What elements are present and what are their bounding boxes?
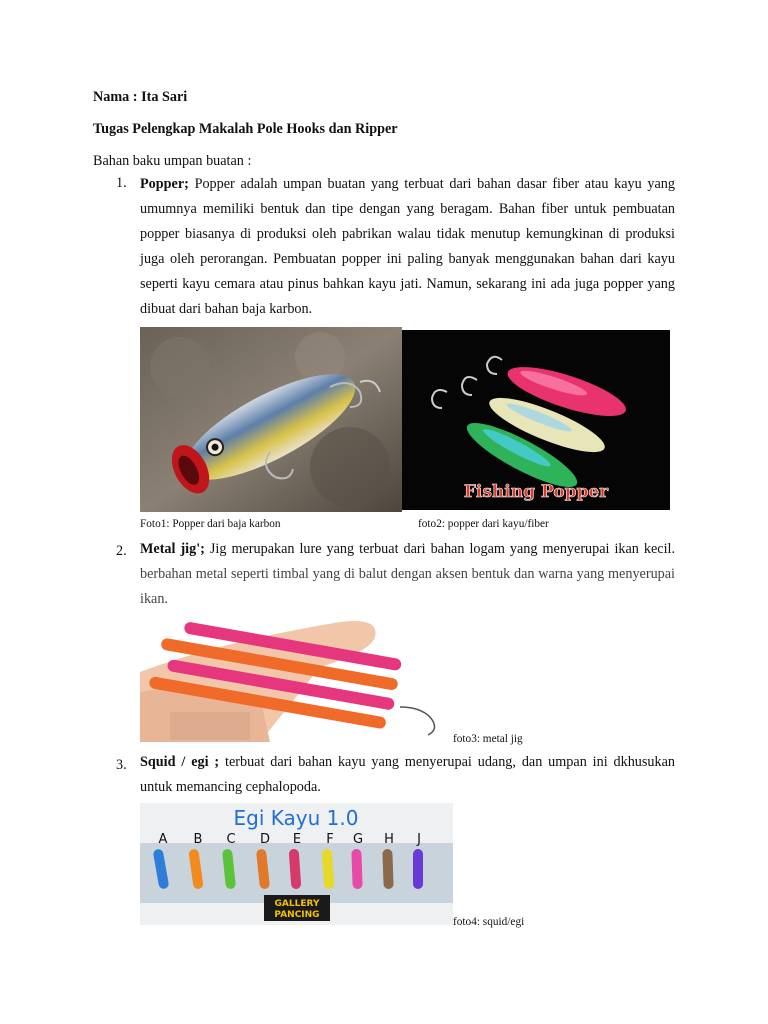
caption-foto4: foto4: squid/egi <box>453 916 525 928</box>
photo-squid-egi <box>140 803 453 925</box>
gallery-top-text: GALLERY <box>274 899 320 909</box>
egi-letter-f: F <box>326 832 334 847</box>
egi-letter-h: H <box>384 832 394 847</box>
egi-letter-d: D <box>259 832 271 847</box>
caption-foto1: Foto1: Popper dari baja karbon <box>140 518 281 530</box>
item-2-text: Jig merupakan lure yang terbuat dari bahan logam yang menyerupai ikan kecil. <box>204 541 676 557</box>
photo-metal-jig <box>140 612 452 742</box>
item-1-number: 1. <box>116 175 127 191</box>
item-2-number: 2. <box>116 543 127 559</box>
name-line: Nama : Ita Sari <box>93 89 188 105</box>
task-title: Tugas Pelengkap Makalah Pole Hooks dan Ripper <box>93 121 398 137</box>
caption-foto3: foto3: metal jig <box>453 733 523 745</box>
photo-popper-carbon <box>140 327 402 512</box>
intro-text: Bahan baku umpan buatan : <box>93 153 252 169</box>
egi-letter-b: B <box>193 832 203 847</box>
egi-title-text: Egi Kayu 1.0 <box>233 806 359 830</box>
item-3-term: Squid / egi ; <box>140 754 220 770</box>
egi-letter-c: C <box>226 832 236 847</box>
item-1-term: Popper; <box>140 176 189 192</box>
item-3-number: 3. <box>116 757 127 773</box>
item-2-term: Metal jig'; <box>140 541 205 557</box>
gallery-bottom-text: PANCING <box>274 910 320 920</box>
item-3-text: terbuat dari bahan kayu yang menyerupai udang, dan umpan ini dkhusukan untuk memancing cephalopoda. <box>140 754 675 795</box>
egi-letter-a: A <box>158 832 168 847</box>
photo-popper-fiber <box>402 330 670 510</box>
fishing-popper-text: Fishing Popper <box>463 482 609 502</box>
egi-letter-e: E <box>292 832 302 847</box>
item-1-text: Popper adalah umpan buatan yang terbuat dari bahan dasar fiber atau kayu yang umumnya memiliki bentuk dan tipe dengan yang beragam. Bahan fiber untuk pembuatan popper biasanya di produksi oleh pabrikan walau tidak menutup kemungkinan di produksi juga oleh perorangan. Pembuatan popper ini paling banyak menggunakan bahan dari kayu seperti kayu cemara atau pinus bahkan kayu jati. Namun, sekarang ini ada juga popper yang dibuat dari bahan baja karbon. <box>140 176 675 317</box>
caption-foto2: foto2: popper dari kayu/fiber <box>418 518 549 530</box>
item-1-paragraph <box>140 172 675 322</box>
egi-letter-g: G <box>352 832 364 847</box>
item-2-paragraph <box>140 537 675 612</box>
item-2-text-gray: berbahan metal seperti timbal yang di balut dengan aksen bentuk dan warna yang menyerupai ikan. <box>140 566 675 607</box>
egi-letter-j: J <box>417 832 421 847</box>
item-3-paragraph <box>140 750 675 800</box>
